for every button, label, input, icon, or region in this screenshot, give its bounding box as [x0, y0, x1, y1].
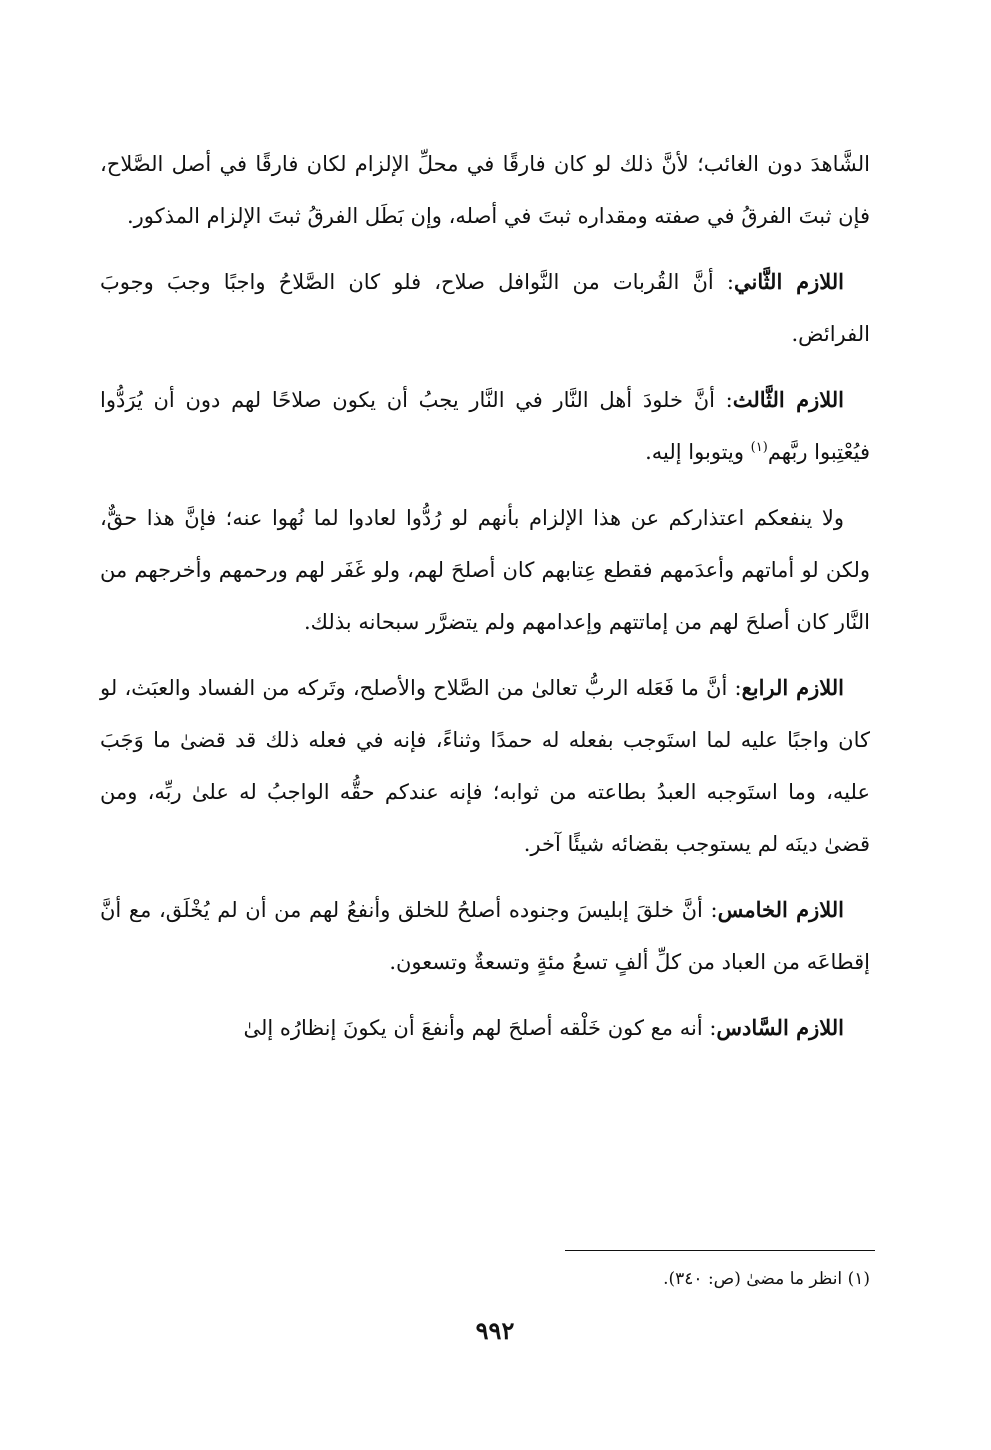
paragraph-6	[100, 884, 870, 988]
footnote-separator	[565, 1250, 875, 1251]
paragraph-heading: اللازم الخامس	[717, 897, 844, 922]
paragraph-heading: اللازم الثَّاني	[733, 269, 844, 294]
paragraph-text: : أنَّ ما فَعَله الربُّ تعالىٰ من الصَّلاح والأصلح، وتَركه من الفساد والعبَث، لو كان واجبًا عليه لما استَوجب بفعله له حمدًا وثناءً، فإنه في فعله ذلك قد قضىٰ ما وَجَبَ عليه، وما استَوجبه العبدُ بطاعته من ثوابه؛ فإنه عندكم حقُّه الواجبُ له علىٰ ربِّه، ومن قضىٰ دينَه لم يستوجب بقضائه شيئًا آخر.	[100, 676, 870, 856]
paragraph-heading: اللازم الرابع	[741, 675, 844, 700]
paragraph-3	[100, 374, 870, 478]
footnote	[400, 1266, 870, 1292]
paragraph-2	[100, 256, 870, 360]
paragraph-text: الشَّاهدَ دون الغائب؛ لأنَّ ذلك لو كان فارقًا في محلِّ الإلزام لكان فارقًا في أصل الصَّلاح، فإن ثبتَ الفرقُ في صفته ومقداره ثبتَ في أصله، وإن بَطَل الفرقُ ثبتَ الإلزام المذكور.	[100, 152, 870, 228]
paragraph-text: : أنَّ القُربات من النَّوافل صلاح، فلو كان الصَّلاحُ واجبًا وجبَ وجوبَ الفرائض.	[100, 270, 870, 346]
paragraph-heading: اللازم السَّادس	[716, 1015, 844, 1040]
paragraph-text: : أنَّ خلقَ إبليسَ وجنوده أصلحُ للخلق وأنفعُ لهم من أن لم يُخْلَق، مع أنَّ إقطاعَه من العباد من كلِّ ألفٍ تسعُ مئةٍ وتسعةٌ وتسعون.	[100, 898, 870, 974]
page-body	[100, 138, 870, 1054]
paragraph-5	[100, 662, 870, 870]
paragraph-1	[100, 138, 870, 242]
paragraph-4	[100, 492, 870, 648]
paragraph-text-continued: ويتوبوا إليه.	[645, 440, 751, 464]
footnote-text: انظر ما مضىٰ (ص: ٣٤٠).	[663, 1269, 843, 1289]
paragraph-text: ولا ينفعكم اعتذاركم عن هذا الإلزام بأنهم لو رُدُّوا لعادوا لما نُهوا عنه؛ فإنَّ هذا حقٌّ، ولكن لو أماتهم وأعدَمهم فقطع عِتابهم كان أصلحَ لهم، ولو غَفَر لهم ورحمهم وأخرجهم من النَّار كان أصلحَ لهم من إماتتهم وإعدامهم ولم يتضرَّر سبحانه بذلك.	[100, 506, 870, 634]
paragraph-7	[100, 1002, 870, 1054]
footnote-marker: (١)	[847, 1269, 870, 1289]
footnote-reference: (١)	[750, 440, 768, 455]
page-number: ٩٩٢	[475, 1316, 515, 1345]
paragraph-text: : أنَّ خلودَ أهل النَّار في النَّار يجبُ أن يكون صلاحًا لهم دون أن يُرَدُّوا فيُعْتِبوا ربَّهم	[100, 388, 870, 464]
paragraph-heading: اللازم الثَّالث	[732, 387, 844, 412]
paragraph-text: : أنه مع كون خَلْقه أصلحَ لهم وأنفعَ أن يكونَ إنظارُه إلىٰ	[243, 1016, 717, 1040]
